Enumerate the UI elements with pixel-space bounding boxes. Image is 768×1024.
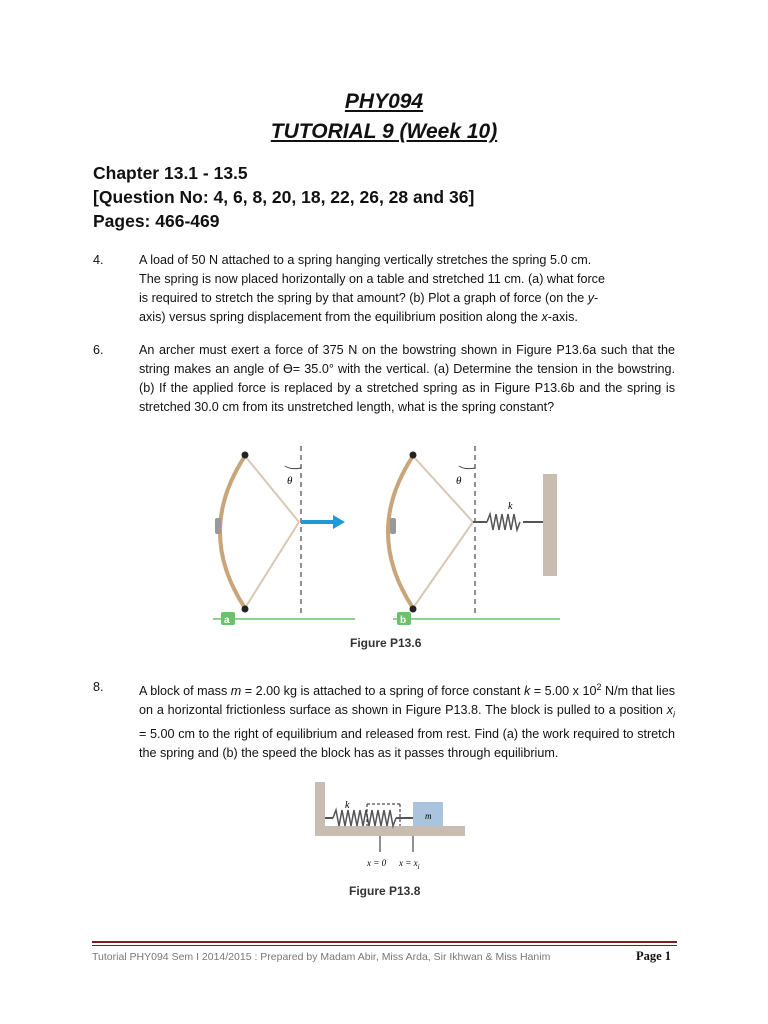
figure-p13-6 [205,442,575,632]
question-number: 8. [93,680,104,694]
mass-label: m [425,811,432,821]
question-8-text: A block of mass m = 2.00 kg is attached to a spring of force constant k = 5.00 x $10^2$ N/m that lies on a horizontal frictionless surface as shown in Figure P13.8. The block is pulled to a position $x_i = 5.00$ cm to the right of equilibrium and released from rest. Find (a) the work required to stretch the spring and (b) the speed the block has as it passes through equilibrium. [139,682,676,760]
k-label: k [508,501,513,512]
footer-rule [92,941,677,943]
question-number: 6. [93,343,104,357]
pages-heading: Pages: 466-469 [93,211,220,231]
x-zero-label: x = 0 [367,858,387,868]
question-4-text [139,251,675,327]
question-list-heading: [Question No: 4, 6, 8, 20, 18, 22, 26, 28 and 36] [93,187,475,207]
chapter-heading: Chapter 13.1 - 13.5 [93,163,248,183]
figure-caption: Figure P13.8 [349,884,421,898]
q4-line: axis) versus spring displacement from the equilibrium position along the x-axis. [139,310,578,324]
figure-p13-8 [315,782,470,877]
bow-a [215,446,345,616]
figure-label-b: b [400,615,407,626]
footer-rule [92,945,677,946]
figure-label-a: a [224,615,230,626]
course-title: PHY094 [344,90,424,113]
footer-text: Tutorial PHY094 Sem I 2014/2015 : Prepared by Madam Abir, Miss Arda, Sir Ikhwan & Miss Hanim [92,951,551,963]
question-number: 4. [93,253,104,267]
figure-caption: Figure P13.6 [350,636,422,650]
x-i-label: $x = x_i$ [399,858,420,871]
page-number: Page 1 [636,949,672,963]
bow-b [388,446,557,616]
q4-line: A load of 50 N attached to a spring hanging vertically stretches the spring 5.0 cm. [139,253,592,267]
theta-label-a: θ [287,475,293,487]
tutorial-title: TUTORIAL 9 (Week 10) [270,120,498,143]
spring-k-label: k [345,800,350,811]
theta-label-b: θ [456,475,462,487]
question-6-text: An archer must exert a force of 375 N on the bowstring shown in Figure P13.6a such that the string makes an angle of ϴ= 35.0° with the vertical. (a) Determine the tension in the bowstring. (b) If the applied force is replaced by a stretched spring as in Figure P13.6b and the spring is stretched 30.0 cm from its unstretched length, what is the spring constant? [139,343,675,414]
q4-line: The spring is now placed horizontally on a table and stretched 11 cm. (a) what force [139,272,605,286]
q4-line: is required to stretch the spring by that amount? (b) Plot a graph of force (on the y- [139,291,599,305]
